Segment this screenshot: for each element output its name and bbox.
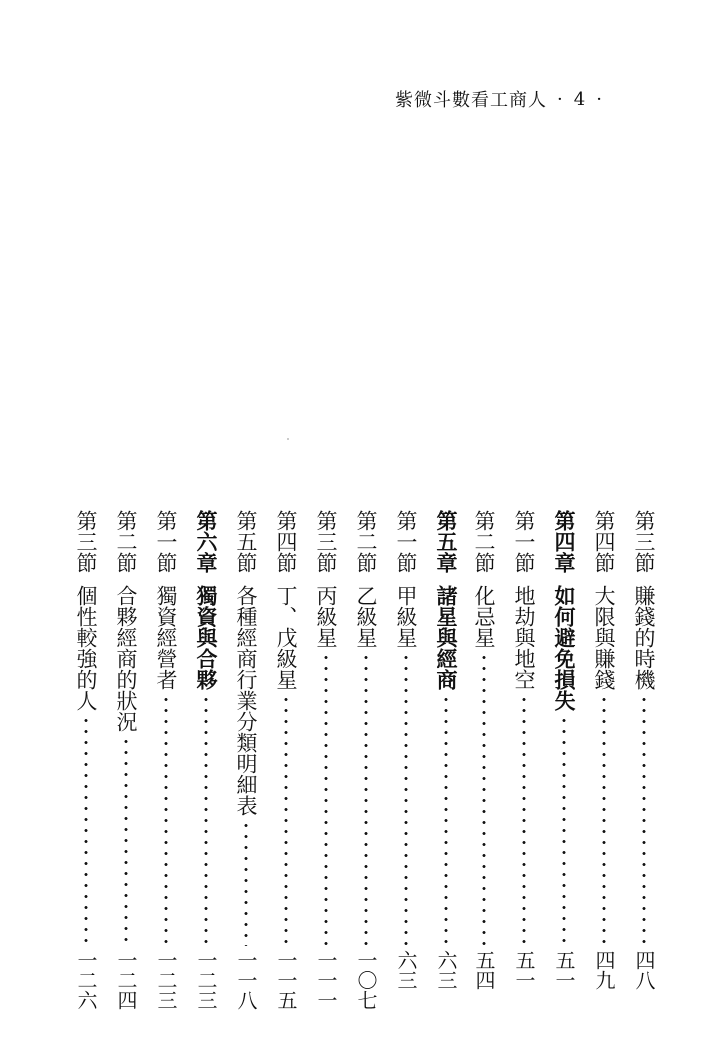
toc-page-number: 一二三: [154, 950, 178, 1010]
chapter-number: 第四章: [552, 510, 577, 573]
section-number: 第五節: [234, 510, 258, 573]
section-number: 第一節: [154, 510, 178, 573]
section-title: 獨資經營者: [154, 585, 178, 690]
section-title: 丁、戊級星: [274, 585, 298, 690]
toc-page-number: 一二四: [114, 950, 138, 1010]
toc-page-number: 五一: [512, 950, 536, 990]
section-title: 大限與賺錢: [592, 585, 616, 690]
dot-leader: [244, 820, 248, 946]
toc-page-number: 五四: [472, 950, 496, 990]
toc-page-number: 五一: [552, 950, 576, 990]
section-number: 第二節: [354, 510, 378, 573]
section-title: 賺錢的時機: [632, 585, 656, 690]
toc-entry: [628, 510, 660, 1020]
chapter-title: 諸星與經商: [434, 585, 459, 690]
toc-entry: [350, 510, 382, 1020]
toc-entry: [548, 510, 580, 1020]
toc-entry: [430, 510, 462, 1020]
toc-entry: [588, 510, 620, 1020]
toc-page-number: 一二三: [194, 950, 218, 1010]
toc-entry: [310, 510, 342, 1020]
dot-leader: [522, 694, 526, 946]
toc-entry: [230, 510, 262, 1020]
toc-entry: [150, 510, 182, 1020]
scan-speck: [287, 438, 289, 440]
toc-page-number: 六三: [394, 950, 418, 990]
toc-entry: [70, 510, 102, 1020]
chapter-title: 獨資與合夥: [194, 585, 219, 690]
section-title: 甲級星: [394, 585, 418, 648]
dot-leader: [562, 715, 566, 946]
section-title: 合夥經商的狀況: [114, 585, 138, 732]
section-title: 乙級星: [354, 585, 378, 648]
toc-page-number: 一一一: [314, 950, 338, 1010]
section-title: 地劫與地空: [512, 585, 536, 690]
section-title: 丙級星: [314, 585, 338, 648]
toc-entry: [190, 510, 222, 1020]
section-number: 第二節: [114, 510, 138, 573]
toc-entry: [468, 510, 500, 1020]
toc-page-number: 一二六: [74, 950, 98, 1010]
section-title: 化忌星: [472, 585, 496, 648]
section-title: 個性較強的人: [74, 585, 98, 711]
chapter-title: 如何避免損失: [552, 585, 577, 711]
toc-page-number: 四九: [592, 950, 616, 990]
dot-leader: [164, 694, 168, 946]
dot-leader: [84, 715, 88, 946]
chapter-number: 第六章: [194, 510, 219, 573]
toc-page-number: 六三: [434, 950, 458, 990]
toc-entry: [270, 510, 302, 1020]
section-number: 第四節: [274, 510, 298, 573]
header-separator-end: ·: [596, 88, 603, 110]
dot-leader: [204, 694, 208, 946]
toc-page-number: 一〇七: [354, 950, 378, 1010]
dot-leader: [324, 652, 328, 946]
dot-leader: [124, 736, 128, 946]
dot-leader: [642, 694, 646, 946]
dot-leader: [482, 652, 486, 946]
table-of-contents: [60, 510, 660, 1020]
section-number: 第四節: [592, 510, 616, 573]
book-title: 紫微斗數看工商人: [395, 90, 547, 111]
chapter-number: 第五章: [434, 510, 459, 573]
page-number: 4: [573, 88, 587, 110]
toc-page-number: 一一五: [274, 950, 298, 1010]
toc-entry: [508, 510, 540, 1020]
section-number: 第三節: [74, 510, 98, 573]
dot-leader: [602, 694, 606, 946]
toc-entry: [110, 510, 142, 1020]
section-number: 第三節: [632, 510, 656, 573]
dot-leader: [404, 652, 408, 946]
dot-leader: [364, 652, 368, 946]
section-number: 第三節: [314, 510, 338, 573]
section-number: 第二節: [472, 510, 496, 573]
section-title: 各種經商行業分類明細表: [234, 585, 258, 816]
section-number: 第一節: [512, 510, 536, 573]
running-header: [395, 84, 675, 114]
header-separator: ·: [557, 88, 564, 110]
dot-leader: [284, 694, 288, 946]
toc-entry: [390, 510, 422, 1020]
section-number: 第一節: [394, 510, 418, 573]
toc-page-number: 四八: [632, 950, 656, 990]
toc-page-number: 一一八: [234, 950, 258, 1010]
dot-leader: [444, 694, 448, 946]
